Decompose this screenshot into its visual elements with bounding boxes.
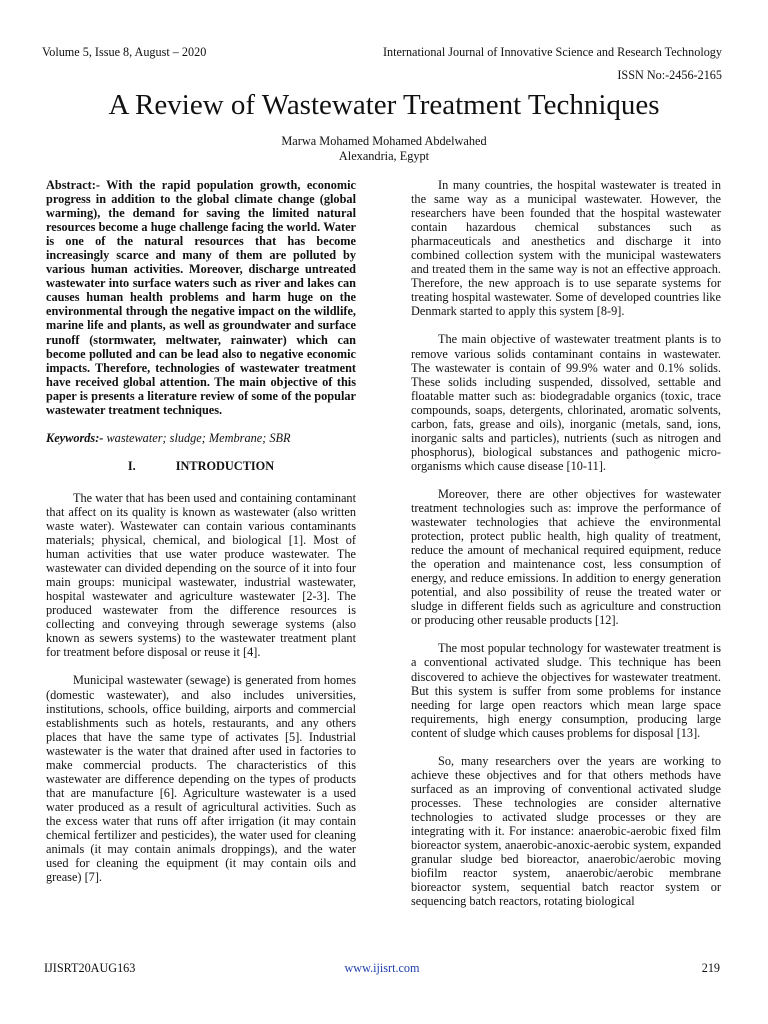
- author-name: Marwa Mohamed Mohamed Abdelwahed: [281, 134, 487, 148]
- right-column: [411, 178, 721, 908]
- keywords-label: Keywords:-: [46, 430, 104, 445]
- journal-link[interactable]: www.ijisrt.com: [344, 961, 420, 975]
- paragraph-intro: The water that has been used and containing contaminant that affect on its quality is known as wastewater (also written waste water). Wastewater can contain various contaminants materials; physical, chemical, and biological [1]. Most of human activities that use water produce wastewater. The wastewater can divided depending on the source of it into four main groups: municipal wastewater, industrial wastewater, hospital wastewater and agriculture wastewater [2-3]. The produced wastewater from the difference resources is collecting and conveying through sewerage systems (also known as sewers systems) to the wastewater treatment plant for treatment before disposal or reuse it [4].: [46, 490, 356, 660]
- paragraph-municipal: Municipal wastewater (sewage) is generated from homes (domestic wastewater), and also includes universities, institutions, schools, office building, airports and commercial establishments such as hotels, restaurants, and any others places that have the same type of activates [5]. Industrial wastewater is the water that drained after used in factories to make commercial products. The characteristics of this wastewater are difference depending on the types of products that are manufacture [6]. Agriculture wastewater is a used water produced as a result of agricultural activities. Such as the excess water that runs off after irrigation (it may contain chemical fertilizer and pesticides), the water used for cleaning animals (it may contain animals droppings), and the water used for cleaning the equipment (it may contain oils and grease) [7].: [46, 673, 356, 885]
- section-title: INTRODUCTION: [175, 458, 275, 473]
- section-heading: [46, 459, 356, 473]
- section-number: I.: [127, 458, 136, 473]
- keywords-text: wastewater; sludge; Membrane; SBR: [103, 430, 291, 445]
- issn-number: ISSN No:-2456-2165: [617, 68, 722, 82]
- page-footer: [44, 961, 720, 977]
- author-location: Alexandria, Egypt: [338, 149, 430, 163]
- page-number: 219: [701, 961, 720, 975]
- issue-info: Volume 5, Issue 8, August – 2020: [42, 45, 207, 59]
- paragraph-alternatives: So, many researchers over the years are working to achieve these objectives and for that others methods have surfaced as an improving of conventional activated sludge processes. These technologies are consider alternative technologies to activated sludge processes or they are integrating with it. For instance: anaerobic-aerobic fixed film bioreactor system, anaerobic-anoxic-aerobic system, expanded granular sludge bed bioreactor, anaerobic/aerobic moving biofilm reactor system, anaerobic/aerobic membrane bioreactor system, sequential batch reactor system or sequencing batch reactors, rotating biological: [411, 753, 721, 909]
- paragraph-hospital: In many countries, the hospital wastewater is treated in the same way as a municipal wastewater. However, the researchers have been founded that the hospital wastewater contain hazardous chemical substances such as pharmaceuticals and anesthetics and discharge it into combined collection system with the municipal wastewaters and treated them in the same way is not an effective approach. Therefore, the new approach is to use separate systems for treating hospital wastewater. Some of developed countries like Denmark started to apply this system [8-9].: [411, 178, 721, 319]
- paragraph-objective: The main objective of wastewater treatment plants is to remove various solids contaminant contains in wastewater. The wastewater is contain of 99.9% water and 0.1% solids. These solids including suspended, dissolved, settable and floatable matter such as: biodegradable organics (toxic, trace compounds, soaps, detergents, chlorinated, aromatic solvents, carbon, fats, grease and oils), inorganic (metals, sand, ions, inorganic salts and particles), nutrients (such as nitrogen and phosphorus), biological substances and pathogenic micro-organisms which cause disease [10-11].: [411, 332, 721, 473]
- running-header: [42, 45, 722, 61]
- paragraph-activated-sludge: The most popular technology for wastewater treatment is a conventional activated sludge. This technique has been discovered to achieve the objectives for wastewater treatment. But this system is suffer from some problems for instance needing for large open reactors which mean large space requirements, high energy consumption, producing large content of sludge which causes problems for disposal [13].: [411, 641, 721, 740]
- keywords: [46, 431, 356, 445]
- paper-id: IJISRT20AUG163: [44, 961, 136, 975]
- abstract: Abstract:- With the rapid population growth, economic progress in addition to the global climate change (global warming), the demand for saving the limited natural resources become a huge challenge facing the world. Water is one of the natural resources that has become increasingly scarce and many of them are polluted by various human activities. Moreover, discharge untreated wastewater into surface waters such as river and lakes can causes human health problems and harm huge on the environmental through the negative impact on the wildlife, marine life and plants, as well as groundwater and surface runoff (stormwater, meltwater, rainwater) which can become polluted and can be lead also to negative economic impacts. Therefore, technologies of wastewater treatment have received global attention. The main objective of this paper is presents a literature review of some of the popular wastewater treatment techniques.: [46, 178, 356, 417]
- author-block: [0, 134, 768, 164]
- journal-name: International Journal of Innovative Science and Research Technology: [382, 45, 722, 59]
- left-column: [46, 178, 356, 884]
- paragraph-other-objectives: Moreover, there are other objectives for wastewater treatment technologies such as: improve the performance of wastewater technologies that achieve the environmental protection, protect public health, high quality of treatment, reduce the amount of mechanical required equipment, reduce the operation and maintenance cost, less consumption of energy, and reduce emissions. In addition to energy generation potential, and also possibility of reuse the treated water or sludge in different fields such as agriculture and construction or producing other reusable products [12].: [411, 486, 721, 628]
- paper-title: A Review of Wastewater Treatment Techniques: [108, 89, 660, 121]
